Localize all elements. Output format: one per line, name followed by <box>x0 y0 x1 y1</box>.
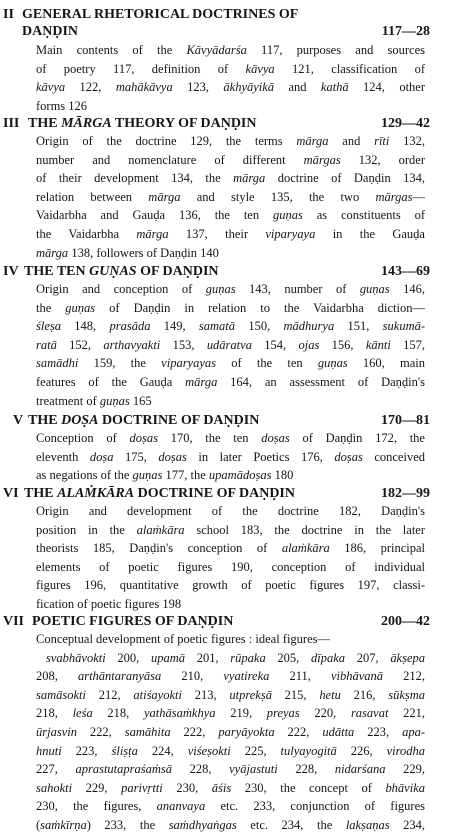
chapter-heading <box>0 613 451 630</box>
summary-line: ūrjasvin 222, samāhita 222, paryāyokta 222, udātta 223, apa- <box>36 724 425 739</box>
summary-line: ratā 152, arthavyakti 153, udāratva 154, ojas 156, kānti 157, <box>36 337 426 352</box>
summary-line: theorists 185, Daṇḍin's conception of alaṁkāra 186, principal <box>36 541 425 556</box>
chapter-title-line: THE DOṢA DOCTRINE OF DAṆḌIN <box>28 413 260 428</box>
chapter-number: II <box>3 7 14 22</box>
summary-line: as negations of the guṇas 177, the upamādoṣas 180 <box>36 468 294 483</box>
chapter-pages: 117—28 <box>381 24 430 39</box>
chapter-number: VI <box>3 486 19 501</box>
summary-line: śleṣa 148, prasāda 149, samatā 150, mādhurya 151, sukumā- <box>36 319 426 334</box>
summary-line: the Vaidarbha mārga 137, their viparyaya in the Gauḍa <box>36 226 425 241</box>
summary-line: of their development 134, the mārga doctrine of Daṇḍin 134, <box>36 171 425 186</box>
summary-line: features of the Gauḍa mārga 164, an assessment of Daṇḍin's <box>36 374 425 389</box>
summary-line: 218, leśa 218, yathāsaṁkhya 219, preyas 220, rasavat 221, <box>36 706 426 721</box>
chapter-title-line: DAṆḌIN <box>22 24 78 39</box>
summary-line: elements of poetic figures 190, conception of individual <box>36 559 425 574</box>
chapter-pages: 129—42 <box>381 116 430 131</box>
chapter-entry-2 <box>0 6 451 115</box>
summary-line: mārga 138, followers of Daṇḍin 140 <box>36 245 219 260</box>
summary-line: Vaidarbha and Gauḍa 136, the ten guṇas as constituents of <box>36 208 425 223</box>
chapter-entry-6 <box>0 485 451 614</box>
chapter-title <box>28 412 259 429</box>
summary-line: svabhāvokti 200, upamā 201, rūpaka 205, dīpaka 207, ākṣepa <box>46 650 426 665</box>
summary-line: position in the alaṁkāra school 183, the doctrine in the later <box>36 522 425 537</box>
chapter-title <box>24 263 219 280</box>
summary-line: eleventh doṣa 175, doṣas in later Poetics 176, doṣas conceived <box>36 449 426 464</box>
chapter-title-line: THE MĀRGA THEORY OF DAṆḌIN <box>28 116 257 131</box>
summary-line: relation between mārga and style 135, the two mārgas— <box>36 189 425 204</box>
chapter-title <box>22 6 298 23</box>
summary-line: treatment of guṇas 165 <box>36 393 152 408</box>
summary-line: Origin of the doctrine 129, the terms mārga and rīti 132, <box>36 134 425 148</box>
chapter-number: V <box>13 413 24 428</box>
chapter-title <box>28 115 257 132</box>
chapter-heading <box>0 485 451 502</box>
summary-line: Origin and conception of guṇas 143, number of guṇas 146, <box>36 282 426 296</box>
summary-line: forms 126 <box>36 98 88 113</box>
chapter-heading <box>0 412 451 429</box>
chapter-summary <box>36 41 425 115</box>
summary-line: 230, the figures, ananvaya etc. 233, conjunction of figures <box>36 799 425 814</box>
chapter-title-line: THE TEN GUṆAS OF DAṆḌIN <box>24 264 219 279</box>
chapter-pages: 200—42 <box>381 614 430 629</box>
summary-line: 227, aprastutapraśaṁsā 228, vyājastuti 228, nidarśana 229, <box>36 762 426 777</box>
summary-line: the guṇas of Daṇḍin in relation to the Vaidarbha diction— <box>36 300 425 315</box>
summary-line: of poetry 117, definition of kāvya 121, classification of <box>36 61 425 76</box>
chapter-title-line: POETIC FIGURES OF DAṆḌIN <box>32 614 234 629</box>
chapter-title <box>32 613 233 630</box>
summary-line: (saṁkīrṇa) 233, the saṁdhyaṅgas etc. 234, the lakṣaṇas 234, <box>36 817 426 832</box>
chapter-entry-4 <box>0 263 451 410</box>
chapter-summary <box>36 502 425 614</box>
chapter-number: IV <box>3 264 19 279</box>
summary-line: samāsokti 212, atiśayokti 213, utprekṣā 215, hetu 216, sūkṣma <box>36 687 426 702</box>
summary-line: Conceptual development of poetic figures : ideal figures— <box>36 632 331 646</box>
chapter-heading <box>0 115 451 132</box>
chapter-pages: 182—99 <box>381 486 430 501</box>
summary-line: fication of poetic figures 198 <box>36 596 182 611</box>
chapter-number: VII <box>3 614 25 629</box>
summary-line: hnuti 223, śliṣṭa 224, viśeṣokti 225, tulyayogitā 226, virodha <box>36 743 426 758</box>
summary-line: kāvya 122, mahākāvya 123, ākhyāyikā and kathā 124, other <box>36 80 426 95</box>
chapter-entry-5 <box>0 412 451 485</box>
chapter-pages: 170—81 <box>381 413 430 428</box>
summary-line: number and nomenclature of different mārgas 132, order <box>36 152 425 167</box>
summary-line: Conception of doṣas 170, the ten doṣas of Daṇḍin 172, the <box>36 431 425 445</box>
chapter-number: III <box>3 116 20 131</box>
chapter-summary <box>36 132 425 262</box>
chapter-heading-continued <box>0 23 451 41</box>
summary-line: 208, arthāntaranyāsa 210, vyatireka 211, vibhāvanā 212, <box>36 669 425 684</box>
chapter-title-line: THE ALAṀKĀRA DOCTRINE OF DAṆḌIN <box>24 486 295 501</box>
summary-line: samādhi 159, the viparyayas of the ten guṇas 160, main <box>36 356 426 371</box>
chapter-heading <box>0 263 451 280</box>
chapter-summary <box>36 429 425 485</box>
chapter-entry-3 <box>0 115 451 262</box>
summary-line: Origin and development of the doctrine 182, Daṇḍin's <box>36 504 425 518</box>
chapter-pages: 143—69 <box>381 264 430 279</box>
chapter-entry-7 <box>0 613 451 835</box>
chapter-heading <box>0 6 451 23</box>
chapter-summary <box>36 630 425 835</box>
chapter-summary <box>36 280 425 410</box>
summary-line: figures 196, quantitative growth of poetic figures 197, classi- <box>36 578 425 593</box>
chapter-title <box>24 485 295 502</box>
chapter-title-line: GENERAL RHETORICAL DOCTRINES OF <box>22 7 299 22</box>
summary-line: sahokti 229, parivṛtti 230, āśis 230, the concept of bhāvika <box>36 780 426 795</box>
summary-line: Main contents of the Kāvyādarśa 117, purposes and sources <box>36 43 425 57</box>
